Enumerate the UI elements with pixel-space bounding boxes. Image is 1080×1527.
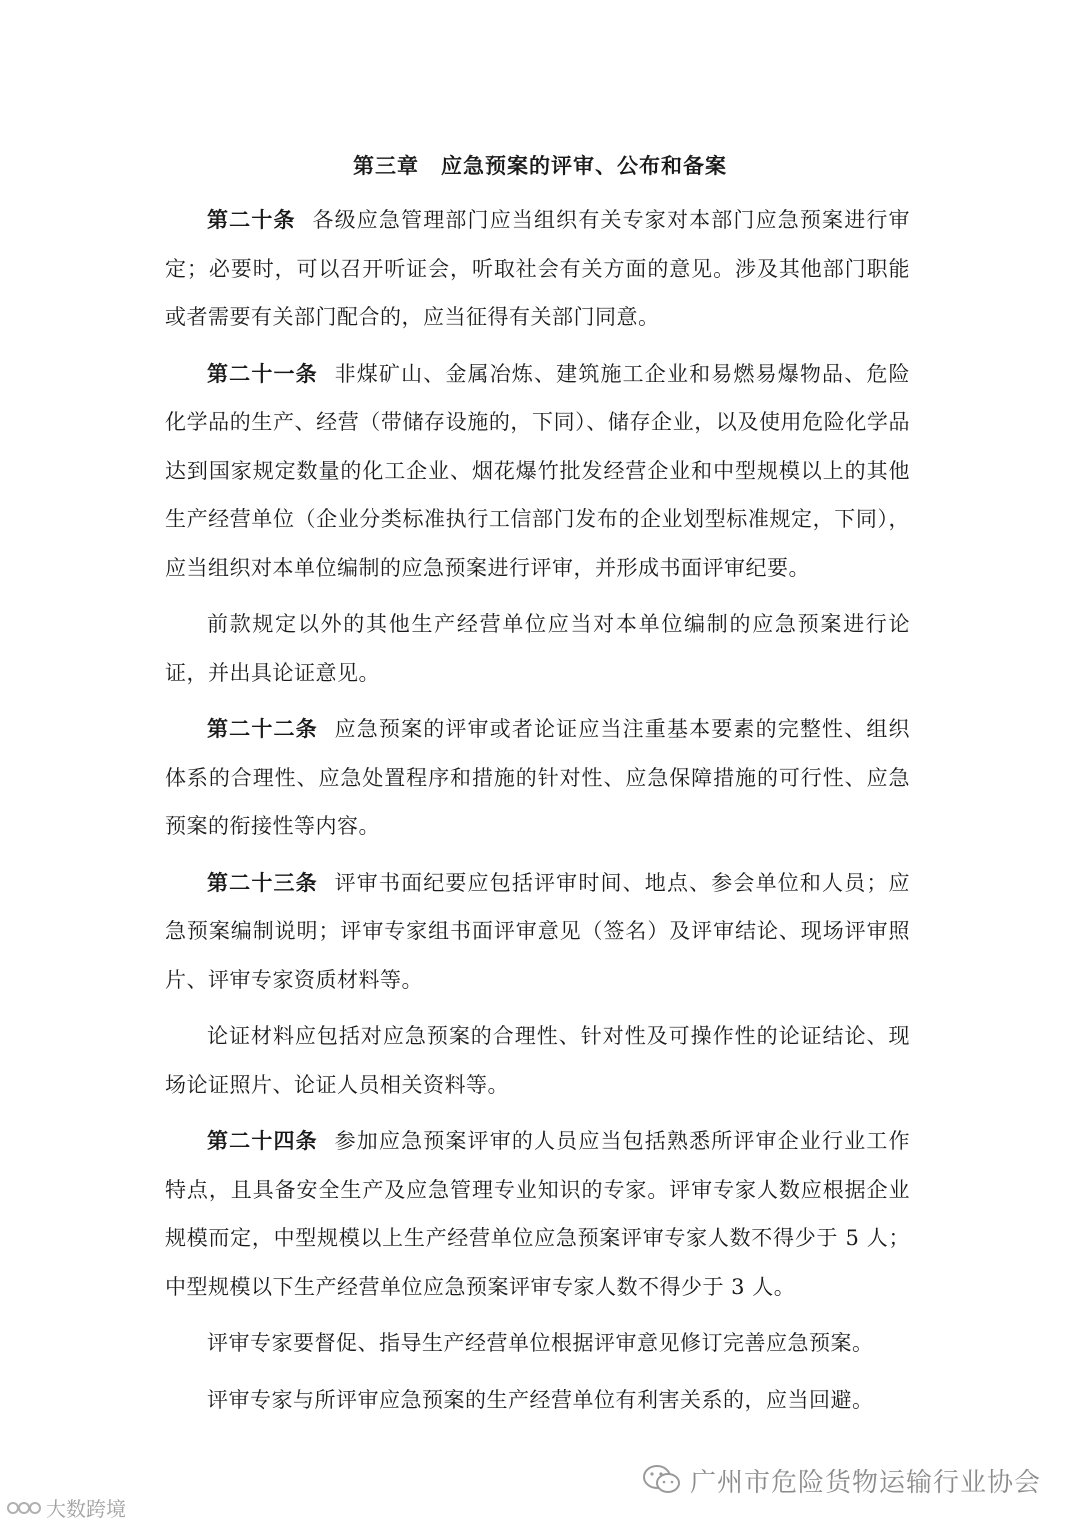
article-number: 第二十一条 [207,360,318,386]
paragraph-text: 参加应急预案评审的人员应当包括熟悉所评审企业行业工作特点，且具备安全生产及应急管理专业知识的专家。评审专家人数应根据企业规模而定，中型规模以上生产经营单位应急预案评审专家人数不得少于 5 人；中型规模以下生产经营单位应急预案评审专家人数不得少于 3 人。 [165,1129,911,1299]
article-number: 第二十三条 [207,869,318,895]
wm-logo-icon [6,1497,42,1519]
paragraph-article-24 [165,1117,910,1311]
paragraph-article-20 [165,196,910,342]
paragraph-text: 各级应急管理部门应当组织有关专家对本部门应急预案进行审定；必要时，可以召开听证会，听取社会有关方面的意见。涉及其他部门职能或者需要有关部门配合的，应当征得有关部门同意。 [165,208,911,329]
paragraph-article-21 [165,350,910,593]
paragraph-text: 评审专家要督促、指导生产经营单位根据评审意见修订完善应急预案。 [207,1331,874,1355]
wechat-icon [642,1463,682,1497]
chapter-title: 第三章 应急预案的评审、公布和备案 [353,153,727,178]
document-body [165,196,910,1432]
paragraph-article-22 [165,705,910,851]
paragraph-article-21-clause-2 [165,600,910,697]
article-number: 第二十条 [207,207,296,232]
site-watermark [6,1493,126,1522]
article-number: 第二十四条 [207,1128,318,1153]
site-name: 大数跨境 [46,1497,126,1521]
paragraph-text: 非煤矿山、金属冶炼、建筑施工企业和易燃易爆物品、危险化学品的生产、经营（带储存设施的，下同）、储存企业，以及使用危险化学品达到国家规定数量的化工企业、烟花爆竹批发经营企业和中型规模以上的其他生产经营单位（企业分类标准执行工信部门发布的企业划型标准规定，下同），应当组织对本单位编制的应急预案进行评审，并形成书面评审纪要。 [165,361,911,580]
paragraph-text: 评审专家与所评审应急预案的生产经营单位有利害关系的，应当回避。 [207,1387,874,1412]
account-watermark [642,1460,1041,1500]
article-number: 第二十二条 [207,716,318,741]
paragraph-text: 论证材料应包括对应急预案的合理性、针对性及可操作性的论证结论、现场论证照片、论证人员相关资料等。 [165,1024,910,1097]
paragraph-text: 评审书面纪要应包括评审时间、地点、参会单位和人员；应急预案编制说明；评审专家组书面评审意见（签名）及评审结论、现场评审照片、评审专家资质材料等。 [165,870,911,992]
paragraph-article-23 [165,859,910,1005]
account-name: 广州市危险货物运输行业协会 [690,1467,1042,1498]
paragraph-text: 前款规定以外的其他生产经营单位应当对本单位编制的应急预案进行论证，并出具论证意见。 [165,612,910,685]
paragraph-article-24-clause-2 [165,1319,910,1368]
paragraph-text: 应急预案的评审或者论证应当注重基本要素的完整性、组织体系的合理性、应急处置程序和措施的针对性、应急保障措施的可行性、应急预案的衔接性等内容。 [165,717,911,838]
paragraph-article-24-clause-3 [165,1376,910,1425]
paragraph-article-23-clause-2 [165,1012,910,1109]
